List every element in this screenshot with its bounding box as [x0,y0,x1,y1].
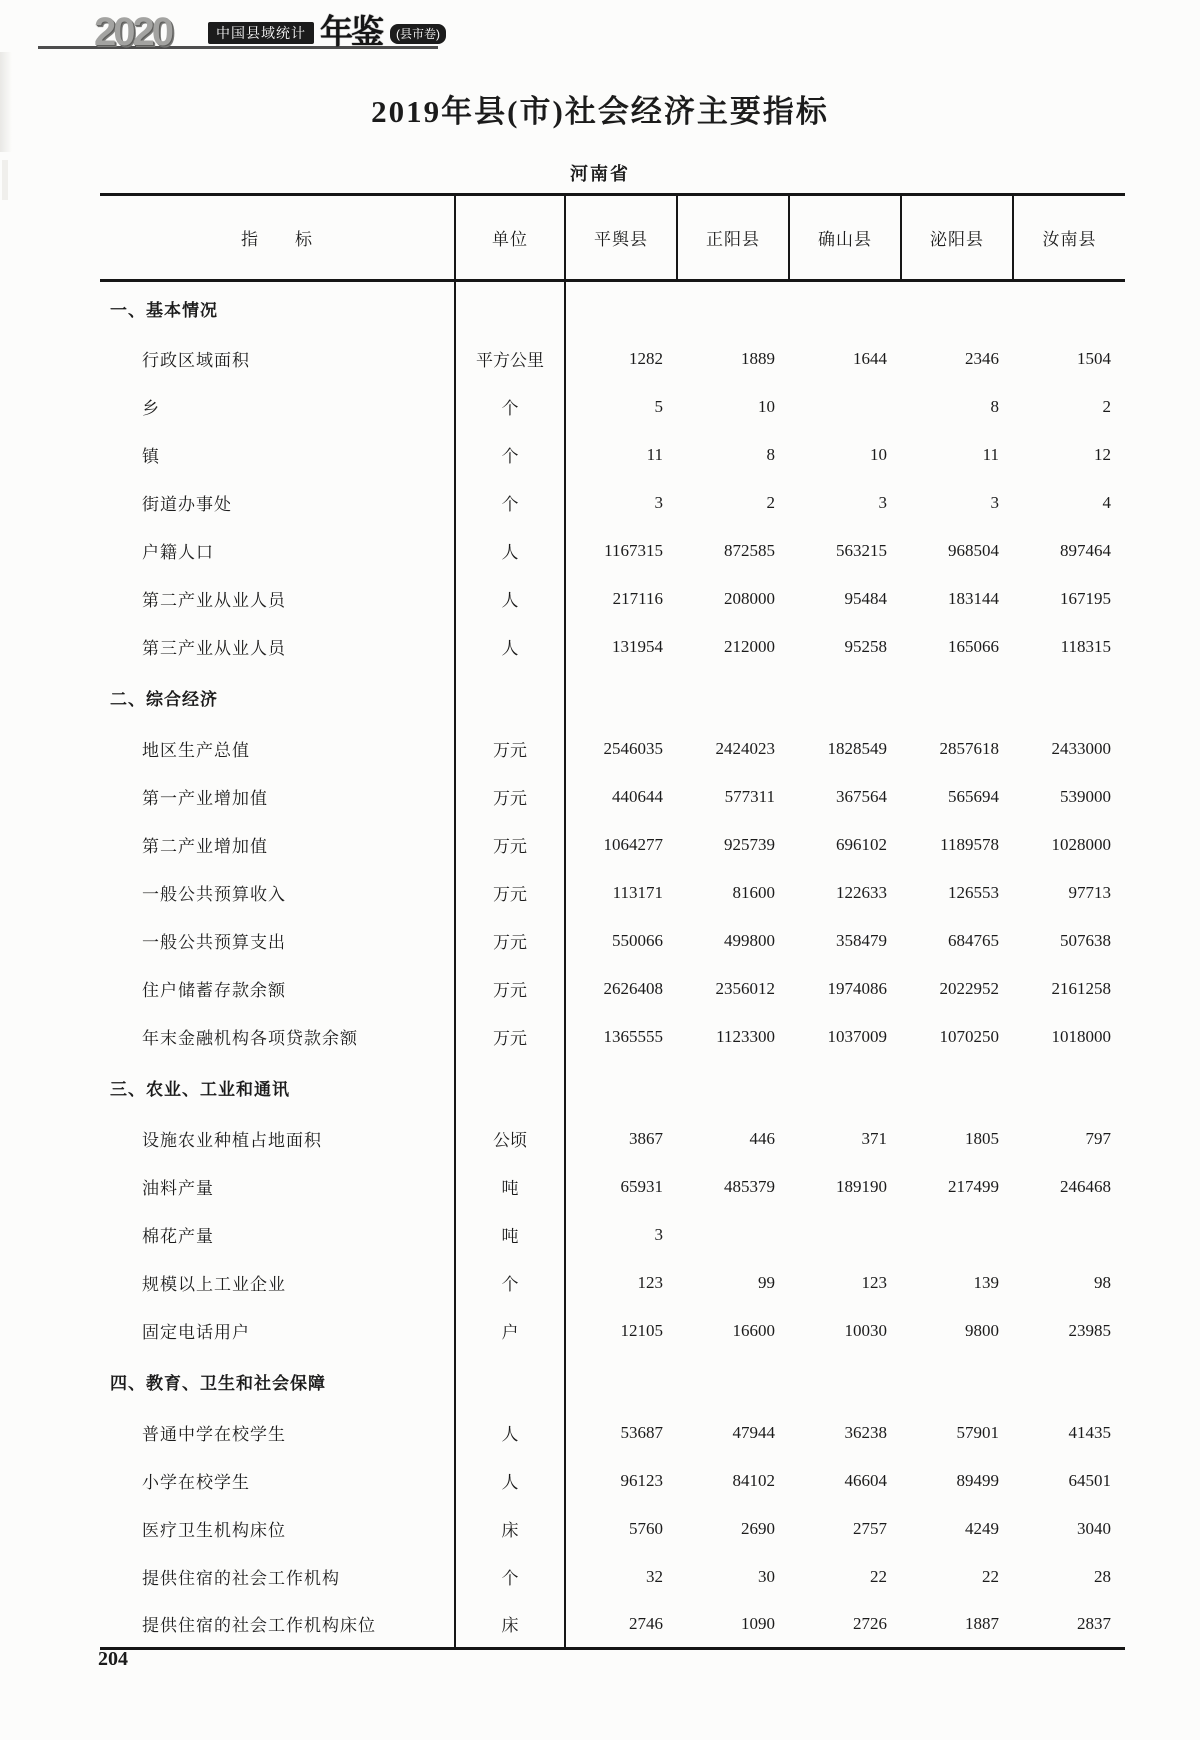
table-row [100,383,1125,431]
value-cell: 1018000 [1051,1026,1111,1046]
header-county: 汝南县 [1013,195,1125,281]
value-cell: 371 [861,1128,887,1148]
table-row [100,1307,1125,1355]
value-cell: 98 [1094,1272,1111,1292]
value-cell: 1504 [1077,348,1111,368]
value-cell: 367564 [836,786,887,806]
statistics-table [100,193,1125,1650]
table-row [100,965,1125,1013]
value-cell: 897464 [1060,540,1111,560]
table-row [100,623,1125,671]
value-cell: 1644 [853,348,887,368]
unit-cell: 床 [455,1601,565,1649]
indicator-cell: 街道办事处 [100,479,455,527]
value-cell: 208000 [724,588,775,608]
value-cell: 183144 [948,588,999,608]
banner-year: 2020 [94,10,171,54]
table-row [100,1013,1125,1061]
value-cell-empty [677,1355,789,1409]
value-cell: 440644 [612,786,663,806]
unit-cell: 万元 [455,1013,565,1061]
value-cell [1013,1211,1125,1259]
value-cell: 10 [870,444,887,464]
value-cell: 968504 [948,540,999,560]
value-cell-empty [789,671,901,725]
unit-cell: 万元 [455,965,565,1013]
value-cell: 2356012 [715,978,775,998]
value-cell: 797 [1085,1128,1111,1148]
header-county: 确山县 [789,195,901,281]
value-cell: 165066 [948,636,999,656]
section-row [100,671,1125,725]
value-cell: 1887 [965,1613,999,1633]
value-cell-empty [1013,1061,1125,1115]
value-cell: 1805 [965,1128,999,1148]
value-cell: 2161258 [1051,978,1111,998]
unit-cell-empty [455,281,565,335]
value-cell: 123 [637,1272,663,1292]
table-row [100,575,1125,623]
value-cell-empty [565,281,677,335]
table-header [100,195,1125,281]
value-cell-empty [901,1061,1013,1115]
unit-cell: 个 [455,383,565,431]
value-cell-empty [677,1061,789,1115]
table-row [100,1163,1125,1211]
table-row [100,917,1125,965]
value-cell: 8 [766,444,775,464]
indicator-cell: 行政区域面积 [100,335,455,383]
value-cell: 2 [766,492,775,512]
section-title: 四、教育、卫生和社会保障 [100,1355,455,1409]
unit-cell: 公顷 [455,1115,565,1163]
table-row [100,431,1125,479]
value-cell: 2837 [1077,1613,1111,1633]
value-cell [901,1211,1013,1259]
value-cell: 131954 [612,636,663,656]
unit-cell: 床 [455,1505,565,1553]
value-cell: 499800 [724,930,775,950]
value-cell: 11 [982,444,999,464]
value-cell: 95258 [844,636,887,656]
value-cell: 81600 [732,882,775,902]
value-cell: 122633 [836,882,887,902]
value-cell: 2746 [629,1613,663,1633]
table-row [100,773,1125,821]
unit-cell: 万元 [455,773,565,821]
value-cell: 577311 [724,786,775,806]
indicator-cell: 第二产业从业人员 [100,575,455,623]
page-number: 204 [98,1648,128,1670]
value-cell: 1070250 [939,1026,999,1046]
value-cell: 2546035 [603,738,663,758]
indicator-cell: 住户储蓄存款余额 [100,965,455,1013]
indicator-cell: 镇 [100,431,455,479]
indicator-cell: 乡 [100,383,455,431]
header-county: 泌阳县 [901,195,1013,281]
value-cell [677,1211,789,1259]
unit-cell: 户 [455,1307,565,1355]
value-cell: 57901 [956,1422,999,1442]
value-cell: 65931 [620,1176,663,1196]
indicator-cell: 第二产业增加值 [100,821,455,869]
unit-cell: 平方公里 [455,335,565,383]
value-cell: 4 [1102,492,1111,512]
table-row [100,725,1125,773]
value-cell: 4249 [965,1518,999,1538]
value-cell: 22 [870,1566,887,1586]
value-cell: 3040 [1077,1518,1111,1538]
value-cell: 2346 [965,348,999,368]
value-cell: 46604 [844,1470,887,1490]
indicator-cell: 提供住宿的社会工作机构 [100,1553,455,1601]
value-cell: 126553 [948,882,999,902]
unit-cell-empty [455,1061,565,1115]
table-row [100,821,1125,869]
value-cell: 32 [646,1566,663,1586]
value-cell: 485379 [724,1176,775,1196]
unit-cell: 个 [455,479,565,527]
value-cell: 3 [990,492,999,512]
unit-cell: 人 [455,1409,565,1457]
value-cell-empty [565,1061,677,1115]
value-cell: 3 [654,492,663,512]
table-row [100,527,1125,575]
value-cell: 2726 [853,1613,887,1633]
unit-cell: 万元 [455,725,565,773]
header-unit: 单位 [455,195,565,281]
header-county: 平舆县 [565,195,677,281]
value-cell: 96123 [620,1470,663,1490]
indicator-cell: 普通中学在校学生 [100,1409,455,1457]
value-cell-empty [789,1355,901,1409]
value-cell: 97713 [1068,882,1111,902]
value-cell: 358479 [836,930,887,950]
value-cell: 1828549 [827,738,887,758]
value-cell: 1037009 [827,1026,887,1046]
table-row [100,335,1125,383]
value-cell-empty [1013,281,1125,335]
value-cell: 1189578 [940,834,999,854]
value-cell: 539000 [1060,786,1111,806]
section-title: 三、农业、工业和通讯 [100,1061,455,1115]
value-cell: 41435 [1068,1422,1111,1442]
value-cell: 28 [1094,1566,1111,1586]
banner-volume-badge: (县市卷) [390,24,446,44]
value-cell [789,383,901,431]
unit-cell-empty [455,671,565,725]
value-cell: 684765 [948,930,999,950]
indicator-cell: 户籍人口 [100,527,455,575]
value-cell: 2 [1102,396,1111,416]
value-cell: 925739 [724,834,775,854]
header-county: 正阳县 [677,195,789,281]
value-cell-empty [901,281,1013,335]
unit-cell: 人 [455,1457,565,1505]
value-cell: 30 [758,1566,775,1586]
value-cell: 22 [982,1566,999,1586]
indicator-cell: 设施农业种植占地面积 [100,1115,455,1163]
value-cell: 89499 [956,1470,999,1490]
value-cell: 139 [973,1272,999,1292]
value-cell: 507638 [1060,930,1111,950]
section-title: 二、综合经济 [100,671,455,725]
value-cell: 217116 [612,588,663,608]
value-cell: 2757 [853,1518,887,1538]
value-cell: 565694 [948,786,999,806]
value-cell: 5760 [629,1518,663,1538]
value-cell: 10030 [844,1320,887,1340]
value-cell: 8 [990,396,999,416]
unit-cell: 人 [455,623,565,671]
value-cell: 1974086 [827,978,887,998]
value-cell: 1090 [741,1613,775,1633]
table-header-row [100,195,1125,281]
value-cell: 446 [749,1128,775,1148]
table-row [100,1115,1125,1163]
unit-cell: 个 [455,431,565,479]
indicator-cell: 一般公共预算收入 [100,869,455,917]
value-cell: 1064277 [603,834,663,854]
value-cell: 12105 [620,1320,663,1340]
indicator-cell: 第一产业增加值 [100,773,455,821]
indicator-cell: 固定电话用户 [100,1307,455,1355]
value-cell: 10 [758,396,775,416]
unit-cell: 个 [455,1259,565,1307]
value-cell-empty [565,1355,677,1409]
indicator-cell: 一般公共预算支出 [100,917,455,965]
value-cell: 2424023 [715,738,775,758]
table-row [100,1457,1125,1505]
value-cell: 1028000 [1051,834,1111,854]
value-cell: 2626408 [603,978,663,998]
table-row [100,1259,1125,1307]
value-cell: 212000 [724,636,775,656]
value-cell-empty [677,281,789,335]
value-cell: 95484 [844,588,887,608]
banner-series-badge: 中国县域统计 [208,22,314,44]
section-row [100,281,1125,335]
unit-cell: 吨 [455,1163,565,1211]
indicator-cell: 提供住宿的社会工作机构床位 [100,1601,455,1649]
indicator-cell: 年末金融机构各项贷款余额 [100,1013,455,1061]
unit-cell: 万元 [455,821,565,869]
table-row [100,869,1125,917]
value-cell [789,1211,901,1259]
value-cell: 1167315 [604,540,663,560]
value-cell-empty [789,281,901,335]
value-cell-empty [901,671,1013,725]
value-cell: 2857618 [939,738,999,758]
indicator-cell: 油料产量 [100,1163,455,1211]
value-cell-empty [1013,671,1125,725]
page-title: 2019年县(市)社会经济主要指标 [371,94,829,129]
banner-logo-nianjian: 年鉴 [320,15,382,51]
value-cell-empty [901,1355,1013,1409]
value-cell: 696102 [836,834,887,854]
indicator-cell: 第三产业从业人员 [100,623,455,671]
value-cell: 1889 [741,348,775,368]
table-row [100,1409,1125,1457]
value-cell: 2433000 [1051,738,1111,758]
unit-cell: 个 [455,1553,565,1601]
value-cell: 550066 [612,930,663,950]
value-cell: 113171 [612,882,663,902]
table-row [100,1601,1125,1649]
value-cell-empty [1013,1355,1125,1409]
indicator-cell: 规模以上工业企业 [100,1259,455,1307]
value-cell: 1282 [629,348,663,368]
value-cell: 167195 [1060,588,1111,608]
value-cell: 84102 [732,1470,775,1490]
table-row [100,1505,1125,1553]
section-row [100,1355,1125,1409]
value-cell: 118315 [1060,636,1111,656]
value-cell: 189190 [836,1176,887,1196]
value-cell: 99 [758,1272,775,1292]
value-cell: 123 [861,1272,887,1292]
value-cell: 246468 [1060,1176,1111,1196]
value-cell: 217499 [948,1176,999,1196]
value-cell: 5 [654,396,663,416]
table-row [100,479,1125,527]
indicator-cell: 棉花产量 [100,1211,455,1259]
value-cell: 53687 [620,1422,663,1442]
header-indicator: 指 标 [100,195,455,281]
value-cell: 9800 [965,1320,999,1340]
unit-cell: 万元 [455,869,565,917]
indicator-cell: 地区生产总值 [100,725,455,773]
unit-cell: 吨 [455,1211,565,1259]
value-cell-empty [677,671,789,725]
value-cell: 11 [646,444,663,464]
value-cell: 2690 [741,1518,775,1538]
value-cell-empty [789,1061,901,1115]
value-cell: 64501 [1068,1470,1111,1490]
value-cell: 2022952 [939,978,999,998]
unit-cell: 人 [455,575,565,623]
section-row [100,1061,1125,1115]
table-row [100,1553,1125,1601]
unit-cell-empty [455,1355,565,1409]
value-cell: 3 [878,492,887,512]
province-label: 河南省 [570,164,630,184]
value-cell: 1365555 [603,1026,663,1046]
value-cell: 36238 [844,1422,887,1442]
value-cell: 3867 [629,1128,663,1148]
value-cell-empty [565,671,677,725]
value-cell: 47944 [732,1422,775,1442]
unit-cell: 人 [455,527,565,575]
value-cell: 872585 [724,540,775,560]
value-cell: 23985 [1068,1320,1111,1340]
value-cell: 563215 [836,540,887,560]
section-title: 一、基本情况 [100,281,455,335]
yearbook-banner [38,10,468,60]
value-cell: 12 [1094,444,1111,464]
unit-cell: 万元 [455,917,565,965]
table-row [100,1211,1125,1259]
value-cell: 16600 [732,1320,775,1340]
value-cell: 3 [654,1224,663,1244]
indicator-cell: 医疗卫生机构床位 [100,1505,455,1553]
indicator-cell: 小学在校学生 [100,1457,455,1505]
table-body [100,281,1125,1649]
value-cell: 1123300 [716,1026,775,1046]
